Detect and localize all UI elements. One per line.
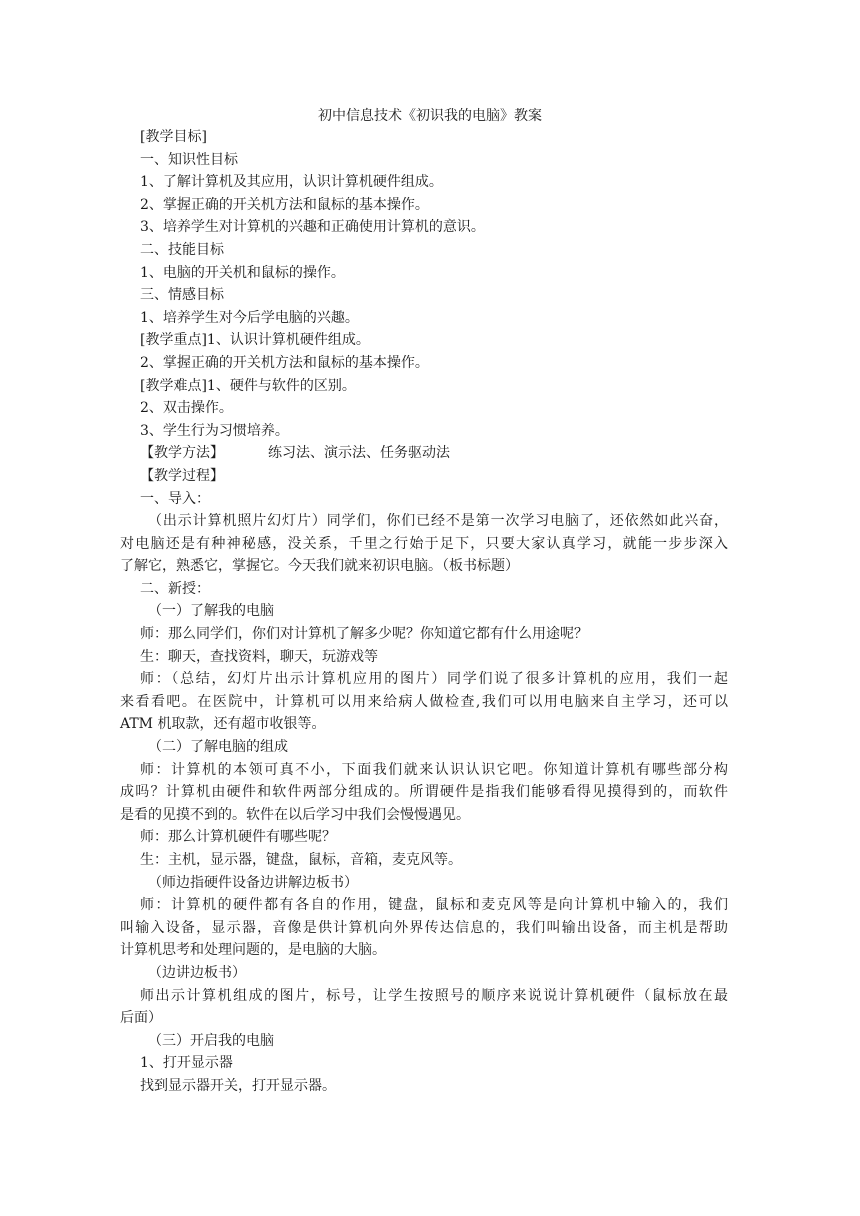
note-line: （师边指硬件设备边讲解边板书） (148, 874, 358, 891)
step-line: 1、打开显示器 (140, 1055, 233, 1072)
text-line: 二、技能目标 (140, 241, 224, 258)
dialogue-line: 师：那么计算机硬件有哪些呢？ (140, 829, 336, 846)
paragraph-line: 了解它，熟悉它，掌握它。今天我们就来初识电脑。（板书标题） (120, 558, 519, 575)
subsection-heading: （三）开启我的电脑 (148, 1032, 274, 1049)
paragraph-line: 师：计算机的硬件都有各自的作用，键盘，鼠标和麦克风等是向计算机中输入的，我们 (140, 897, 728, 914)
method-label: 【教学方法】 (140, 445, 224, 462)
text-line: 2、掌握正确的开关机方法和鼠标的基本操作。 (140, 354, 429, 371)
text-line: 1、了解计算机及其应用，认识计算机硬件组成。 (140, 174, 443, 191)
paragraph-line: 后面） (120, 1010, 162, 1027)
paragraph-line: ATM 机取款，还有超市收银等。 (120, 716, 326, 733)
process-label: 【教学过程】 (140, 467, 224, 484)
paragraph-line: 来看看吧。在医院中，计算机可以用来给病人做检查,我们可以用电脑来自主学习，还可以 (120, 693, 728, 710)
text-line: 3、培养学生对计算机的兴趣和正确使用计算机的意识。 (140, 219, 485, 236)
paragraph-line: 师：（总结，幻灯片出示计算机应用的图片）同学们说了很多计算机的应用，我们一起 (140, 671, 728, 688)
note-line: （边讲边板书） (148, 964, 246, 981)
document-title: 初中信息技术《初识我的电脑》教案 (318, 108, 542, 124)
text-line: 2、双击操作。 (140, 400, 233, 417)
section-heading: 一、导入： (140, 490, 210, 507)
dialogue-line: 生：主机，显示器，键盘，鼠标，音箱，麦克风等。 (140, 852, 462, 868)
paragraph-line: 叫输入设备，显示器，音像是供计算机向外界传达信息的，我们叫输出设备，而主机是帮助 (120, 919, 728, 936)
text-line: [教学难点]1、硬件与软件的区别。 (140, 377, 356, 394)
step-line: 找到显示器开关，打开显示器。 (140, 1077, 336, 1094)
text-line: 三、情感目标 (140, 287, 224, 304)
dialogue-line: 生：聊天，查找资料，聊天，玩游戏等 (140, 648, 378, 665)
subsection-heading: （二）了解电脑的组成 (148, 739, 288, 756)
subsection-heading: （一）了解我的电脑 (148, 603, 274, 620)
paragraph-line: 是看的见摸不到的。软件在以后学习中我们会慢慢遇见。 (120, 806, 470, 823)
paragraph-line: 计算机思考和处理问题的，是电脑的大脑。 (120, 942, 386, 959)
paragraph-line: 师：计算机的本领可真不小，下面我们就来认识认识它吧。你知道计算机有哪些部分构 (140, 761, 728, 778)
text-line: [教学重点]1、认识计算机硬件组成。 (140, 332, 370, 349)
paragraph-line: 成吗？计算机由硬件和软件两部分组成的。所谓硬件是指我们能够看得见摸得到的，而软件 (120, 784, 728, 801)
paragraph-line: 对电脑还是有种神秘感，没关系，千里之行始于足下，只要大家认真学习，就能一步步深入 (120, 535, 728, 552)
method-value: 练习法、演示法、任务驱动法 (268, 445, 450, 462)
paragraph-line: （出示计算机照片幻灯片）同学们，你们已经不是第一次学习电脑了，还依然如此兴奋， (148, 513, 728, 530)
teaching-method-line (140, 442, 728, 465)
text-line: 2、掌握正确的开关机方法和鼠标的基本操作。 (140, 196, 429, 213)
dialogue-line: 师：那么同学们，你们对计算机了解多少呢？你知道它都有什么用途呢？ (140, 626, 588, 643)
text-line: 1、电脑的开关机和鼠标的操作。 (140, 264, 345, 281)
text-line: 3、学生行为习惯培养。 (140, 422, 289, 439)
document-body (120, 126, 728, 1098)
text-line: 1、培养学生对今后学电脑的兴趣。 (140, 309, 359, 326)
paragraph-line: 师出示计算机组成的图片，标号，让学生按照号的顺序来说说计算机硬件（鼠标放在最 (140, 987, 728, 1004)
text-line: 一、知识性目标 (140, 151, 238, 168)
text-line: [教学目标] (140, 129, 207, 145)
section-heading: 二、新授： (140, 580, 210, 597)
